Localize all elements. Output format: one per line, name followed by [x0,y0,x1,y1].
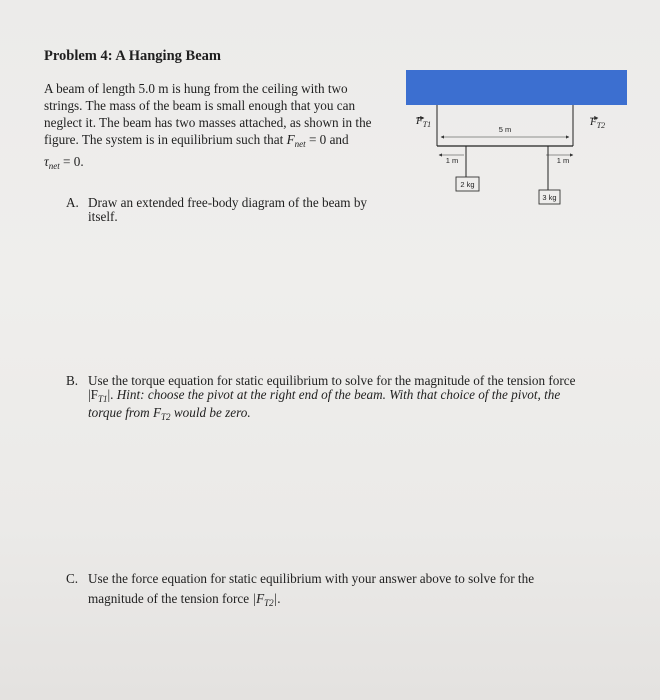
mass-left-label: 2 kg [460,180,475,189]
question-b-line-2 [88,388,626,406]
tau-symbol: $\tau_{net}$ [44,154,60,171]
fnet-symbol: $F_{net}$ [286,132,306,149]
intro-line-1: A beam of length 5.0 m is hung from the ceiling with two [44,81,348,96]
problem-title: Problem 4: A Hanging Beam [44,48,221,64]
question-b-label: B. [66,373,79,388]
question-b-hint-1: Hint: choose the pivot at the right end of the beam. With that choice of the pivot, the [113,387,561,402]
ft1-magnitude: $|F_{T1}|$. [88,387,114,404]
question-c-label: C. [66,571,79,586]
question-a-line-1: Draw an extended free-body diagram of the beam by [88,195,368,210]
intro-line-4-end: = 0 and [305,132,349,147]
ft2-label: $F_{T2}$ [590,116,606,130]
intro-line-4-start: figure. The system is in equilibrium such that [44,132,287,147]
beam-length-label: 5 m [498,125,512,134]
left-offset-label: 1 m [445,156,459,165]
question-b-line-3: torque from $F_{T2}$ would be zero. [88,405,251,422]
question-b-line-1: Use the torque equation for static equilibrium to solve for the magnitude of the tension force [88,373,576,388]
right-offset-label: 1 m [556,156,570,165]
ft2-magnitude: $|F_{T2}|$ [252,591,278,608]
ceiling [406,70,627,105]
intro-line-2: strings. The mass of the beam is small enough that you can [44,98,356,113]
question-b [66,374,626,424]
intro-line-5-end: = 0. [59,154,84,169]
question-c [66,569,586,613]
question-a-line-2: itself. [88,209,118,224]
question-c-line-1: Use the force equation for static equilibrium with your answer above to solve for the [88,571,535,586]
question-a [66,196,406,224]
ft1-label: $F_{T1}$ [416,115,432,129]
ft2-symbol-b: $F_{T2}$ [152,405,171,422]
intro-line-3: neglect it. The beam has two masses attached, as shown in the [44,115,372,130]
question-c-line-2: magnitude of the tension force $|F_{T2}|$. [88,591,281,608]
mass-right-label: 3 kg [542,193,557,202]
question-a-label: A. [66,195,79,210]
